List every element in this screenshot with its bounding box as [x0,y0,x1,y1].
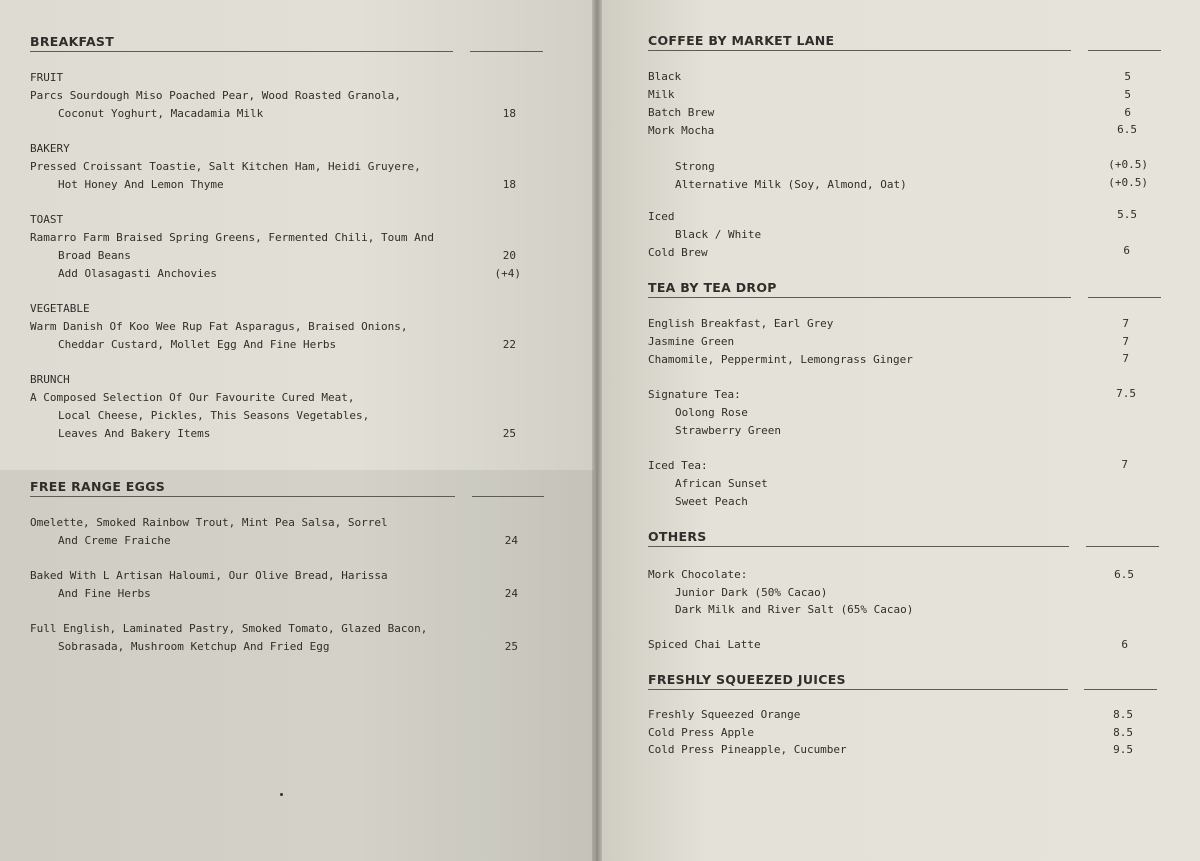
drink-name: Strawberry Green [675,424,781,437]
drink-price: 5.5 [1117,208,1137,221]
drink-name: Oolong Rose [675,406,748,419]
drink-name: Alternative Milk (Soy, Almond, Oat) [675,178,907,191]
section-title-juices: FRESHLY SQUEEZED JUICES [648,672,846,687]
drink-name: Freshly Squeezed Orange [648,708,801,721]
price-rule [1088,50,1161,51]
page-mark [280,793,283,796]
drink-name: Iced Tea: [648,459,708,472]
item-line: And Creme Fraiche [58,534,171,547]
drink-name: Mork Mocha [648,124,715,137]
drink-name: Cold Press Pineapple, Cucumber [648,743,847,756]
drink-price: 7 [1122,335,1129,348]
section-title-coffee: COFFEE BY MARKET LANE [648,33,835,48]
drink-name: Dark Milk and River Salt (65% Cacao) [675,603,914,616]
section-rule [648,546,1069,547]
item-line: Local Cheese, Pickles, This Seasons Vegetables, [58,409,370,422]
item-line: Broad Beans [58,249,131,262]
item-line: Hot Honey And Lemon Thyme [58,178,224,191]
item-price: 18 [502,178,516,191]
drink-price: 8.5 [1113,708,1133,721]
item-line: Sobrasada, Mushroom Ketchup And Fried Egg [58,640,330,653]
drink-price: 6.5 [1114,568,1134,581]
drink-price: 6.5 [1117,123,1137,136]
item-price: 25 [504,640,518,653]
drink-price: 9.5 [1113,743,1133,756]
item-price: 20 [502,249,516,262]
price-rule [472,496,544,497]
item-price: 25 [502,427,516,440]
drink-name: Sweet Peach [675,495,748,508]
drink-name: Spiced Chai Latte [648,638,761,651]
item-price: 22 [502,338,516,351]
item-line: Coconut Yoghurt, Macadamia Milk [58,107,264,120]
item-line: Leaves And Bakery Items [58,427,211,440]
item-price: 24 [504,587,518,600]
item-line: Full English, Laminated Pastry, Smoked Tomato, Glazed Bacon, [30,622,428,635]
drink-name: Jasmine Green [648,335,735,348]
drink-price: 5 [1124,70,1131,83]
item-line: Omelette, Smoked Rainbow Trout, Mint Pea Salsa, Sorrel [30,516,388,529]
drink-price: 8.5 [1113,726,1133,739]
drink-name: Junior Dark (50% Cacao) [675,586,828,599]
drink-price: 7 [1121,458,1128,471]
drink-name: Milk [648,88,675,101]
price-rule [1086,546,1159,547]
drink-name: Batch Brew [648,106,715,119]
section-title-others: OTHERS [648,529,707,544]
page-gutter [592,0,602,861]
drink-name: Cold Brew [648,246,708,259]
price-rule [1084,689,1157,690]
drink-price: 6 [1123,244,1130,257]
drink-price: 5 [1124,88,1131,101]
item-line: Warm Danish Of Koo Wee Rup Fat Asparagus, Braised Onions, [30,320,408,333]
item-line: Add Olasagasti Anchovies [58,267,217,280]
drink-price: (+0.5) [1108,158,1148,171]
drink-price: 7 [1122,317,1129,330]
drink-name: Chamomile, Peppermint, Lemongrass Ginger [648,353,913,366]
section-rule [30,51,453,52]
price-rule [470,51,543,52]
drink-price: 6 [1121,638,1128,651]
group-label-bakery: BAKERY [30,142,70,155]
item-price: 24 [504,534,518,547]
drink-price: 7.5 [1116,387,1136,400]
group-label-brunch: BRUNCH [30,373,70,386]
drink-price: 6 [1124,106,1131,119]
section-title-tea: TEA BY TEA DROP [648,280,777,295]
section-rule [648,50,1071,51]
section-rule [648,689,1068,690]
drink-price: 7 [1122,352,1129,365]
section-rule [648,297,1071,298]
section-title-eggs: FREE RANGE EGGS [30,479,166,494]
section-rule [30,496,455,497]
item-line: Cheddar Custard, Mollet Egg And Fine Herbs [58,338,337,351]
drink-name: Black [648,70,682,83]
item-extra-price: (+4) [494,267,521,280]
drink-name: Iced [648,210,675,223]
item-line: Parcs Sourdough Miso Poached Pear, Wood Roasted Granola, [30,89,401,102]
drink-price: (+0.5) [1108,176,1148,189]
group-label-toast: TOAST [30,213,64,226]
drink-name: Signature Tea: [648,388,741,401]
drink-name: Mork Chocolate: [648,568,748,581]
drink-name: English Breakfast, Earl Grey [648,317,834,330]
item-line: Pressed Croissant Toastie, Salt Kitchen Ham, Heidi Gruyere, [30,160,421,173]
item-line: Ramarro Farm Braised Spring Greens, Fermented Chili, Toum And [30,231,434,244]
drink-name: Strong [675,160,715,173]
item-line: A Composed Selection Of Our Favourite Cured Meat, [30,391,355,404]
drink-name: Black / White [675,228,762,241]
section-title-breakfast: BREAKFAST [30,34,115,49]
price-rule [1088,297,1161,298]
item-line: And Fine Herbs [58,587,151,600]
drink-name: Cold Press Apple [648,726,754,739]
drink-name: African Sunset [675,477,768,490]
group-label-vegetable: VEGETABLE [30,302,90,315]
item-line: Baked With L Artisan Haloumi, Our Olive Bread, Harissa [30,569,388,582]
item-price: 18 [502,107,516,120]
group-label-fruit: FRUIT [30,71,64,84]
